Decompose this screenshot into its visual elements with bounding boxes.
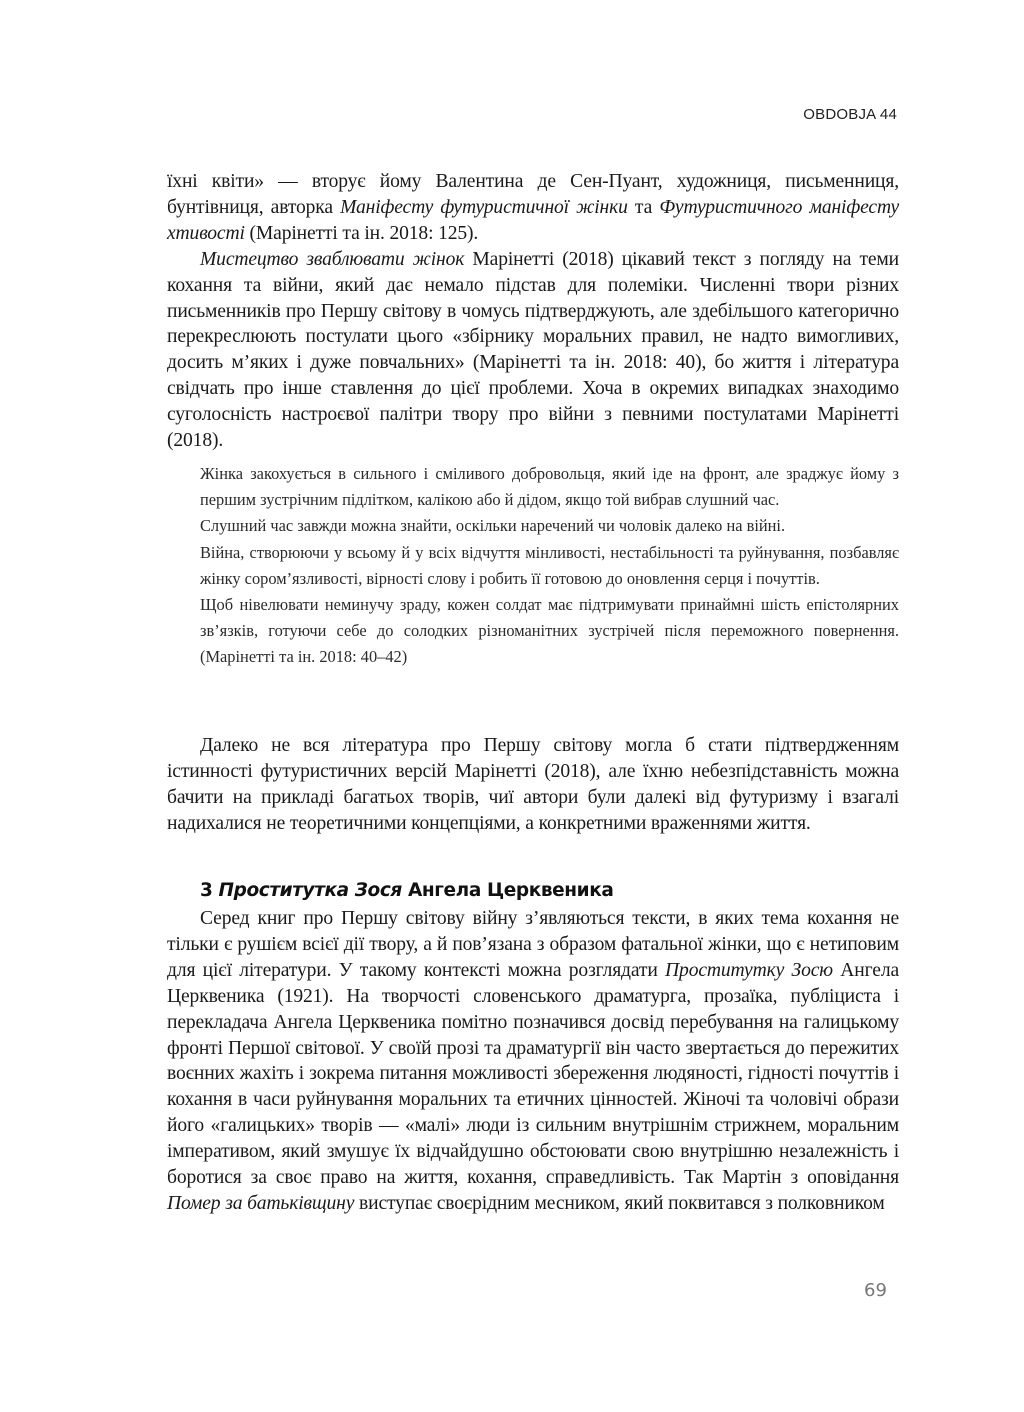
italic-title: Футуристичного маніфесту хтивості (167, 196, 900, 244)
page-number: 69 (864, 1280, 887, 1301)
section-title-rest: Ангела Церквеника (407, 880, 614, 901)
section-heading (200, 880, 614, 901)
body-text-bottom (167, 906, 899, 1217)
italic-title: Мистецтво зваблювати жінок (200, 248, 465, 270)
quote-line: Щоб нівелювати неминучу зраду, кожен солдат має підтримувати принаймні шість епістолярних зв’язків, готуючи себе до солодких різноманітних зустрічей після переможного повернення. (Марінетті та ін. 2018: 40–42) (200, 595, 899, 667)
body-text-middle (167, 733, 899, 837)
paragraph-marinetti (167, 247, 899, 454)
block-quote (200, 461, 899, 671)
paragraph-cerkvenik (167, 906, 899, 1217)
text-span: їхні квіти» — вторує йому Валентина де Сен-Пуант, художниця, письменниця, бунтівниця, авторка (167, 171, 899, 218)
body-text-top (167, 169, 899, 454)
section-number: 3 (200, 880, 213, 901)
italic-title: Маніфесту футуристичної жінки (340, 196, 628, 218)
quote-line: Слушний час завжди можна знайти, оскільки наречений чи чоловік далеко на війні. (200, 516, 786, 536)
paragraph-continuation (167, 169, 899, 247)
text-span: Марінетті (2018) цікавий текст з погляду на теми кохання та війни, який дає немало підстав для полеміки. Численні твори різних письменників про Першу світову в чомусь підтверджують, але здебільшого категорично перекреслюють постулати цього «збірнику моральних правил, не надто вимогливих, досить м’яких і дуже повчальних» (Марінетті та ін. 2018: 40), бо життя і література свідчать про інше ставлення до цієї проблеми. Хоча в окремих випадках знаходимо суголосність настроєвої палітри твору про війни з певними постулатами Марінетті (2018). (167, 248, 899, 452)
running-head: OBDOBJA 44 (803, 106, 897, 123)
italic-title: Помер за батьківщину (167, 1192, 355, 1214)
paragraph-literature: Далеко не вся література про Першу світову могла б стати підтвердженням істинності футуристичних версій Марінетті (2018), але їхню небезпідставність можна бачити на прикладі багатьох творів, чиї автори були далекі від футуризму і взагалі надихалися не теоретичними концепціями, а конкретними враженнями життя. (167, 735, 899, 834)
text-span: та (627, 196, 660, 218)
text-span: Серед книг про Першу світову війну з’являються тексти, в яких тема кохання не тільки є рушієм всієї дії твору, а й пов’язана з образом фатальної жінки, що є нетиповим для цієї літератури. У такому контексті можна розглядати (167, 908, 899, 981)
text-span: Ангела Церквеника (1921). На творчості словенського драматурга, прозаїка, публіциста і перекладача Ангела Церквеника помітно позначився досвід перебування на галицькому фронті Першої світової. У своїй прозі та драматургії він часто звертається до пережитих воєнних жахіть і зокрема питання можливості збереження людяності, гідності почуттів і кохання в часи руйнування моральних та етичних цінностей. Жіночі та чоловічі образи його «галицьких» творів — «малі» люди із сильним внутрішнім стрижнем, моральним імперативом, який змушує їх відчайдушно обстоювати свою внутрішню незалежність і боротися за своє право на життя, кохання, справедливість. Так Мартін з оповідання (167, 959, 899, 1189)
text-span: (Марінетті та ін. 2018: 125). (244, 222, 479, 244)
quote-line: Жінка закохується в сильного і сміливого добровольця, який іде на фронт, але зраджує йому з першим зустрічним підлітком, калікою або й дідом, якщо той вибрав слушний час. (200, 464, 899, 510)
quote-line: Війна, створюючи у всьому й у всіх відчуття мінливості, нестабільності та руйнування, позбавляє жінку сором’язливості, вірності слову і робить її готовою до оновлення серця і почуттів. (200, 542, 899, 588)
italic-title: Проститутку Зосю (665, 959, 833, 981)
section-title-italic: Проститутка Зося (218, 880, 402, 901)
text-span: виступає своєрідним месником, який поквитався з полковником (354, 1192, 885, 1214)
